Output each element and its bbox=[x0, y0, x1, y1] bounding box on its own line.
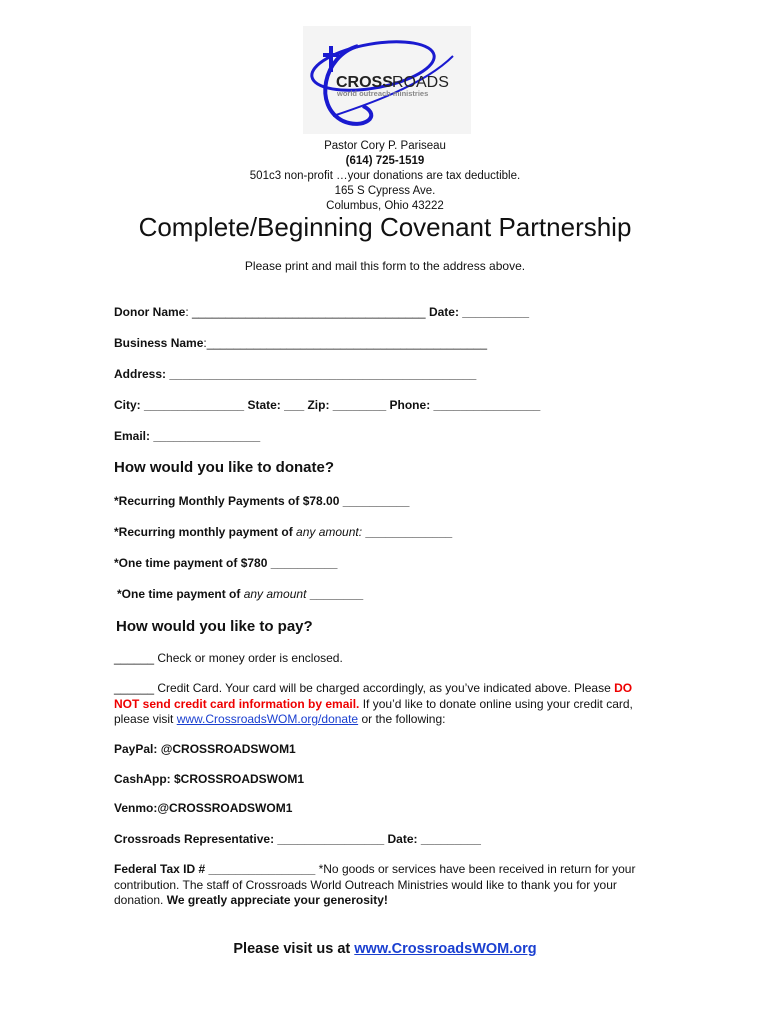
paypal-handle: PayPal: @CROSSROADSWOM1 bbox=[114, 742, 296, 756]
card-warning: DO NOT send credit card information by email. bbox=[114, 681, 633, 711]
option-blank: _____________ bbox=[362, 525, 453, 539]
donor-name-blank: : ___________________________________ bbox=[185, 305, 426, 319]
donate-option-onetime-any[interactable] bbox=[117, 587, 363, 601]
card-text-2: If you’d like to donate online using your credit card, please visit bbox=[114, 696, 633, 726]
footer-text: Please visit us at bbox=[233, 941, 355, 957]
option-blank: ________ bbox=[306, 587, 364, 601]
venmo-handle: Venmo:@CROSSROADSWOM1 bbox=[114, 801, 293, 815]
pay-heading: How would you like to pay? bbox=[116, 618, 313, 635]
website-link[interactable]: www.CrossroadsWOM.org bbox=[354, 941, 537, 957]
date-field: Date: __________ bbox=[428, 305, 530, 319]
nonprofit-note: 501c3 non-profit …your donations are tax deductible. bbox=[249, 170, 521, 182]
business-name-field[interactable] bbox=[114, 336, 487, 350]
page-title: Complete/Beginning Covenant Partnership bbox=[138, 212, 632, 242]
tax-note: *No goods or services have been received in return for your contribution. The staff of Crossroads World Outreach Ministries would like to thank you for your donation. bbox=[114, 862, 636, 907]
business-label: Business Name bbox=[114, 336, 204, 350]
card-text-3: or the following: bbox=[358, 712, 446, 726]
pay-option-credit-card[interactable] bbox=[114, 681, 654, 728]
email-field[interactable]: Email: ________________ bbox=[114, 429, 261, 443]
option-italic: any amount bbox=[243, 587, 307, 601]
cashapp-handle: CashApp: $CROSSROADSWOM1 bbox=[114, 772, 305, 786]
crossroads-logo bbox=[303, 26, 471, 134]
donate-option-onetime-780[interactable]: *One time payment of $780 __________ bbox=[114, 556, 338, 570]
thanks-text: We greatly appreciate your generosity! bbox=[166, 893, 388, 907]
city-state-zip-phone-field[interactable]: City: _______________ State: ___ Zip: ________ Phone: ________________ bbox=[114, 398, 541, 412]
donate-option-monthly-78[interactable]: *Recurring Monthly Payments of $78.00 __________ bbox=[114, 494, 410, 508]
tax-id-paragraph bbox=[114, 862, 654, 909]
representative-field[interactable]: Crossroads Representative: ________________ Date: _________ bbox=[114, 832, 481, 846]
donor-name-field[interactable] bbox=[114, 305, 529, 319]
address-field[interactable]: Address: ______________________________________________ bbox=[114, 367, 477, 381]
svg-text:world outreach ministries: world outreach ministries bbox=[337, 89, 429, 98]
instruction-text: Please print and mail this form to the address above. bbox=[244, 259, 526, 273]
pay-option-check[interactable]: ______ Check or money order is enclosed. bbox=[114, 651, 343, 665]
pastor-name: Pastor Cory P. Pariseau bbox=[324, 140, 446, 152]
tax-id-field[interactable]: Federal Tax ID # ________________ bbox=[114, 862, 316, 876]
donor-name-label: Donor Name bbox=[114, 305, 186, 319]
option-label: *Recurring monthly payment of bbox=[114, 525, 297, 539]
city-address: Columbus, Ohio 43222 bbox=[326, 200, 444, 212]
option-italic: any amount: bbox=[296, 525, 363, 539]
donate-option-monthly-any[interactable] bbox=[114, 525, 452, 539]
option-label: *One time payment of bbox=[117, 587, 244, 601]
donate-heading: How would you like to donate? bbox=[114, 459, 334, 476]
card-text: ______ Credit Card. Your card will be charged accordingly, as you’ve indicated above. Please bbox=[114, 681, 615, 695]
svg-text:ROADS: ROADS bbox=[392, 74, 449, 91]
svg-text:CROSS: CROSS bbox=[336, 74, 393, 91]
footer bbox=[0, 941, 770, 957]
phone-number: (614) 725-1519 bbox=[345, 155, 425, 167]
donate-link[interactable]: www.CrossroadsWOM.org/donate bbox=[176, 712, 359, 726]
business-blank: :__________________________________________ bbox=[203, 336, 488, 350]
street-address: 165 S Cypress Ave. bbox=[334, 185, 436, 197]
